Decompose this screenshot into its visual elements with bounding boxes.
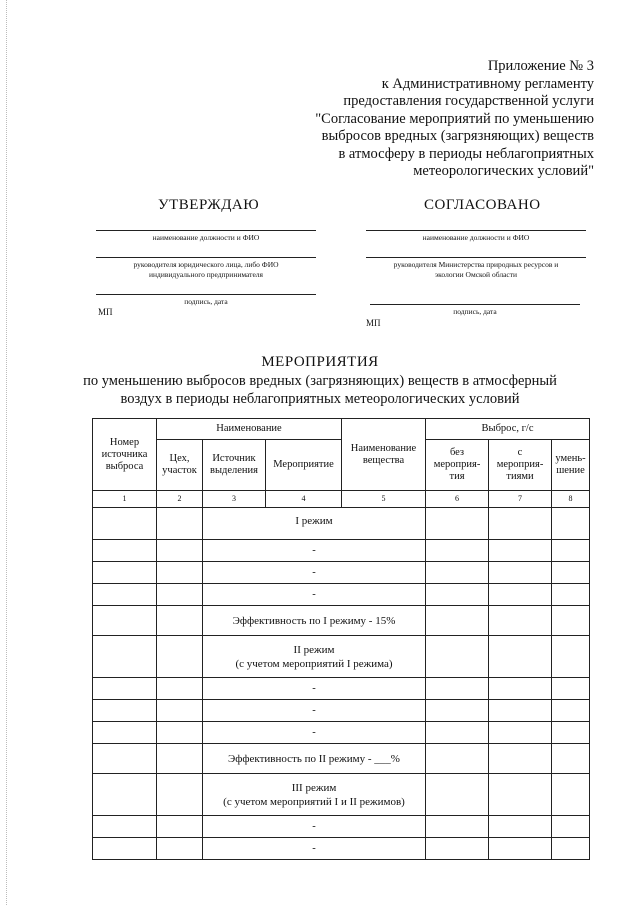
agree-position-caption: наименование должности и ФИО <box>422 233 530 242</box>
header-emission-group: Выброс, г/с <box>426 419 590 440</box>
approve-signature-caption: подпись, дата <box>184 297 228 306</box>
approve-title: УТВЕРЖДАЮ <box>158 197 260 213</box>
table-subheader-row <box>93 440 590 491</box>
header-line: "Согласование мероприятий по уменьшению <box>315 110 594 127</box>
approve-signature-line <box>96 294 316 295</box>
agree-signature-caption: подпись, дата <box>453 307 497 316</box>
mode-3-label: III режим (с учетом мероприятий I и II режимов) <box>203 774 426 816</box>
table-row <box>93 636 590 678</box>
measures-table <box>92 418 590 860</box>
agree-head-caption: руководителя Министерства природных ресурсов и экологии Омской области <box>393 260 559 279</box>
header-without-measures: без мероприя- тия <box>426 440 489 491</box>
approve-position-caption: наименование должности и ФИО <box>152 233 260 242</box>
table-row: - <box>93 584 590 606</box>
table-row: - <box>93 722 590 744</box>
header-substance: Наименование вещества <box>342 419 426 491</box>
column-numbers-row: 1 2 3 4 5 6 7 8 <box>93 491 590 508</box>
table-row: - <box>93 700 590 722</box>
header-line: выбросов вредных (загрязняющих) веществ <box>321 128 594 144</box>
header-name-group: Наименование <box>157 419 342 440</box>
efficiency-2: Эффективность по II режиму - ___% <box>203 744 426 774</box>
header-with-measures: с мероприя- тиями <box>489 440 552 491</box>
table-row <box>93 508 590 540</box>
mode-1-label: I режим <box>203 508 426 540</box>
header-line: к Административному регламенту <box>381 75 594 92</box>
mode-2-label: II режим (с учетом мероприятий I режима) <box>203 636 426 678</box>
agree-signature-line <box>370 304 580 305</box>
header-emission-source: Источник выделения <box>203 440 266 491</box>
agree-title: СОГЛАСОВАНО <box>424 197 541 213</box>
agree-head-line <box>366 257 586 258</box>
header-source-number: Номер источника выброса <box>93 419 157 491</box>
header-measure: Мероприятие <box>266 440 342 491</box>
table-row: - <box>93 540 590 562</box>
efficiency-row <box>93 606 590 636</box>
appendix-header <box>315 58 594 181</box>
table-row <box>93 774 590 816</box>
header-reduction: умень- шение <box>552 440 590 491</box>
left-margin-dots <box>6 0 7 905</box>
agree-stamp: МП <box>366 318 381 328</box>
header-shop: Цех, участок <box>157 440 203 491</box>
approve-stamp: МП <box>98 307 113 317</box>
table-header-row <box>93 419 590 440</box>
table-row: - <box>93 562 590 584</box>
header-line: Приложение № 3 <box>487 58 594 74</box>
efficiency-row <box>93 744 590 774</box>
document-subtitle: по уменьшению выбросов вредных (загрязняющих) веществ в атмосферный воздух в периоды неблагоприятных метеорологических условий <box>83 373 557 407</box>
header-line: предоставления государственной услуги <box>343 93 594 109</box>
approve-position-line <box>96 230 316 231</box>
header-line: метеорологических условий" <box>413 163 594 179</box>
table-row: - <box>93 678 590 700</box>
document-title: МЕРОПРИЯТИЯ <box>261 354 379 370</box>
approve-head-line <box>96 257 316 258</box>
approve-head-caption: руководителя юридического лица, либо ФИО индивидуального предпринимателя <box>133 260 279 279</box>
header-line: в атмосферу в периоды неблагоприятных <box>338 145 594 162</box>
table-row: - <box>93 816 590 838</box>
agree-position-line <box>366 230 586 231</box>
table-row: - <box>93 838 590 860</box>
efficiency-1: Эффективность по I режиму - 15% <box>203 606 426 636</box>
